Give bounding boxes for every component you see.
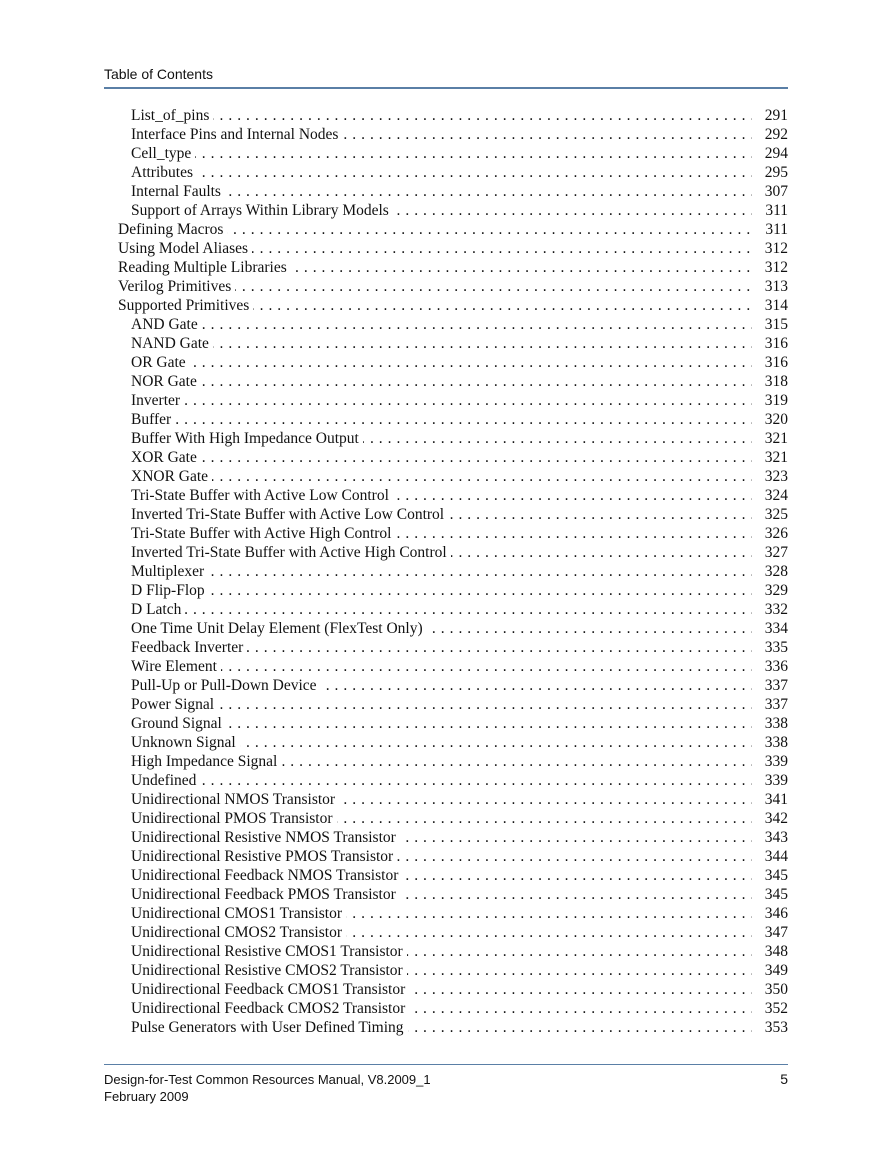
toc-entry-title: Unidirectional Feedback CMOS1 Transistor [131, 981, 409, 998]
toc-entry-page: 316 [752, 334, 788, 353]
toc-entry-page: 328 [752, 562, 788, 581]
toc-entry-leader [118, 296, 752, 315]
toc-entry-leader [131, 1018, 752, 1037]
page-header [104, 65, 788, 89]
toc-entry-leader [131, 562, 752, 581]
toc-entry[interactable] [104, 638, 788, 657]
toc-entry-title: Multiplexer [131, 563, 208, 580]
toc-entry-leader [131, 448, 752, 467]
toc-entry[interactable] [104, 106, 788, 125]
toc-entry-leader [131, 581, 752, 600]
toc-entry-title: Unidirectional Resistive PMOS Transistor [131, 848, 397, 865]
toc-entry-page: 319 [752, 391, 788, 410]
toc-entry[interactable] [104, 866, 788, 885]
toc-entry-leader [131, 144, 752, 163]
footer-page-number: 5 [780, 1071, 788, 1087]
toc-entry-page: 329 [752, 581, 788, 600]
toc-entry-leader [131, 106, 752, 125]
toc-entry-leader [131, 410, 752, 429]
toc-entry-page: 343 [752, 828, 788, 847]
toc-entry-title: Reading Multiple Libraries [118, 259, 291, 276]
toc-entry-title: Inverted Tri-State Buffer with Active Low Control [131, 506, 448, 523]
toc-entry-page: 327 [752, 543, 788, 562]
toc-entry[interactable] [104, 714, 788, 733]
toc-entry-title: Unidirectional CMOS2 Transistor [131, 924, 346, 941]
toc-entry[interactable] [104, 315, 788, 334]
toc-entry-page: 313 [752, 277, 788, 296]
toc-entry[interactable] [104, 372, 788, 391]
toc-entry[interactable] [104, 486, 788, 505]
toc-entry-title: Cell_type [131, 145, 195, 162]
toc-entry-title: Defining Macros [118, 221, 227, 238]
toc-entry-leader [118, 258, 752, 277]
header-title: Table of Contents [104, 66, 213, 82]
toc-entry[interactable] [104, 410, 788, 429]
toc-entry-page: 324 [752, 486, 788, 505]
toc-entry[interactable] [104, 505, 788, 524]
toc-entry-title: XOR Gate [131, 449, 201, 466]
toc-entry-page: 348 [752, 942, 788, 961]
toc-entry-leader [131, 163, 752, 182]
toc-entry[interactable] [104, 676, 788, 695]
toc-entry-title: Unidirectional Feedback NMOS Transistor [131, 867, 402, 884]
toc-entry-leader [131, 942, 752, 961]
toc-entry[interactable] [104, 429, 788, 448]
toc-entry-title: Wire Element [131, 658, 221, 675]
toc-entry[interactable] [104, 619, 788, 638]
toc-entry-page: 337 [752, 676, 788, 695]
toc-entry[interactable] [104, 562, 788, 581]
toc-entry-page: 345 [752, 885, 788, 904]
toc-entry-leader [131, 771, 752, 790]
toc-entry-title: Buffer With High Impedance Output [131, 430, 363, 447]
toc-entry-leader [131, 657, 752, 676]
toc-entry-page: 314 [752, 296, 788, 315]
toc-entry-page: 316 [752, 353, 788, 372]
toc-entry-leader [131, 923, 752, 942]
footer-manual-title: Design-for-Test Common Resources Manual, V8.2009_1 [104, 1072, 431, 1087]
toc-entry-title: Inverter [131, 392, 184, 409]
toc-entry-title: High Impedance Signal [131, 753, 281, 770]
toc-entry[interactable] [104, 980, 788, 999]
toc-entry-page: 294 [752, 144, 788, 163]
toc-entry[interactable] [104, 885, 788, 904]
toc-entry-page: 337 [752, 695, 788, 714]
toc-entry-title: Undefined [131, 772, 200, 789]
toc-entry-leader [131, 638, 752, 657]
toc-entry[interactable] [104, 467, 788, 486]
toc-entry-leader [131, 809, 752, 828]
toc-entry[interactable] [104, 961, 788, 980]
toc-entry-page: 346 [752, 904, 788, 923]
toc-entry-page: 320 [752, 410, 788, 429]
toc-entry-page: 335 [752, 638, 788, 657]
toc-entry-title: Unidirectional PMOS Transistor [131, 810, 337, 827]
toc-entry-leader [131, 353, 752, 372]
toc-entry-title: Unidirectional Resistive NMOS Transistor [131, 829, 400, 846]
toc-entry-title: Unidirectional Resistive CMOS1 Transistor [131, 943, 407, 960]
toc-entry[interactable] [104, 163, 788, 182]
toc-entry[interactable] [104, 790, 788, 809]
toc-entry-title: Unidirectional Feedback PMOS Transistor [131, 886, 400, 903]
toc-entry-leader [131, 467, 752, 486]
toc-entry-page: 352 [752, 999, 788, 1018]
toc-entry-title: Pulse Generators with User Defined Timing [131, 1019, 408, 1036]
toc-entry-leader [118, 239, 752, 258]
toc-entry-page: 334 [752, 619, 788, 638]
toc-entry-title: Unidirectional CMOS1 Transistor [131, 905, 346, 922]
toc-entry[interactable] [104, 942, 788, 961]
toc-entry-page: 336 [752, 657, 788, 676]
toc-entry-page: 315 [752, 315, 788, 334]
toc-entry-page: 325 [752, 505, 788, 524]
toc-entry-leader [131, 543, 752, 562]
toc-entry-page: 345 [752, 866, 788, 885]
toc-entry-leader [131, 315, 752, 334]
toc-entry[interactable] [104, 220, 788, 239]
toc-entry[interactable] [104, 999, 788, 1018]
toc-entry-title: Internal Faults [131, 183, 225, 200]
toc-entry-title: Unidirectional Resistive CMOS2 Transistor [131, 962, 407, 979]
toc-entry-title: Pull-Up or Pull-Down Device [131, 677, 321, 694]
toc-entry-page: 339 [752, 752, 788, 771]
toc-entry-page: 338 [752, 733, 788, 752]
toc-entry-leader [131, 733, 752, 752]
toc-entry-title: Tri-State Buffer with Active Low Control [131, 487, 393, 504]
toc-entry-title: XNOR Gate [131, 468, 212, 485]
toc-entry-leader [131, 429, 752, 448]
toc-entry-leader [131, 125, 752, 144]
toc-entry[interactable] [104, 277, 788, 296]
toc-entry-page: 338 [752, 714, 788, 733]
toc-entry-title: Using Model Aliases [118, 240, 252, 257]
toc-entry[interactable] [104, 600, 788, 619]
toc-entry-leader [131, 505, 752, 524]
toc-entry[interactable] [104, 752, 788, 771]
toc-entry-title: Attributes [131, 164, 197, 181]
toc-entry[interactable] [104, 657, 788, 676]
toc-entry-page: 311 [752, 220, 788, 239]
toc-entry[interactable] [104, 771, 788, 790]
toc-entry[interactable] [104, 923, 788, 942]
toc-entry-page: 323 [752, 467, 788, 486]
page-footer [104, 1064, 788, 1105]
toc-entry-page: 344 [752, 847, 788, 866]
toc-entry-title: OR Gate [131, 354, 190, 371]
toc-entry-title: D Latch [131, 601, 185, 618]
toc-entry-title: Power Signal [131, 696, 218, 713]
toc-entry-title: Inverted Tri-State Buffer with Active High Control [131, 544, 451, 561]
toc-entry[interactable] [104, 258, 788, 277]
toc-entry-leader [131, 714, 752, 733]
toc-entry-leader [131, 391, 752, 410]
toc-entry-page: 341 [752, 790, 788, 809]
toc-entry-title: Verilog Primitives [118, 278, 235, 295]
toc-entry-title: Ground Signal [131, 715, 226, 732]
toc-entry[interactable] [104, 182, 788, 201]
toc-entry[interactable] [104, 391, 788, 410]
toc-entry-leader [131, 980, 752, 999]
toc-entry-page: 307 [752, 182, 788, 201]
toc-entry-page: 326 [752, 524, 788, 543]
toc-entry-page: 311 [752, 201, 788, 220]
toc-entry-page: 292 [752, 125, 788, 144]
toc-entry[interactable] [104, 733, 788, 752]
toc-entry-page: 342 [752, 809, 788, 828]
toc-entry-page: 318 [752, 372, 788, 391]
toc-entry-title: Unknown Signal [131, 734, 240, 751]
toc-entry-leader [131, 486, 752, 505]
toc-entry-title: Unidirectional NMOS Transistor [131, 791, 339, 808]
toc-entry-title: NOR Gate [131, 373, 201, 390]
toc-entry-title: Support of Arrays Within Library Models [131, 202, 393, 219]
toc-entry-leader [131, 524, 752, 543]
toc-entry[interactable] [104, 524, 788, 543]
toc-entry-page: 332 [752, 600, 788, 619]
toc-entry-page: 312 [752, 258, 788, 277]
toc-entry[interactable] [104, 904, 788, 923]
footer-date: February 2009 [104, 1089, 189, 1104]
toc-entry-leader [131, 182, 752, 201]
toc-entry[interactable] [104, 847, 788, 866]
toc-entry-title: Supported Primitives [118, 297, 253, 314]
toc-entry[interactable] [104, 695, 788, 714]
toc-entry-page: 321 [752, 429, 788, 448]
toc-entry-page: 339 [752, 771, 788, 790]
toc-entry[interactable] [104, 334, 788, 353]
toc-entry-leader [131, 695, 752, 714]
toc-entry[interactable] [104, 809, 788, 828]
toc-entry-page: 347 [752, 923, 788, 942]
toc-entry-leader [131, 600, 752, 619]
toc-entry-leader [118, 277, 752, 296]
toc-entry-page: 291 [752, 106, 788, 125]
toc-entry-leader [131, 847, 752, 866]
toc-entry-title: Buffer [131, 411, 175, 428]
toc-entry-leader [131, 885, 752, 904]
toc-entry-page: 349 [752, 961, 788, 980]
toc-entry-leader [131, 372, 752, 391]
toc-entry-page: 353 [752, 1018, 788, 1037]
toc-entry-title: Tri-State Buffer with Active High Control [131, 525, 395, 542]
toc-entry[interactable] [104, 125, 788, 144]
toc-entry[interactable] [104, 581, 788, 600]
toc-entry-title: D Flip-Flop [131, 582, 209, 599]
toc-entry[interactable] [104, 543, 788, 562]
toc-entry-page: 350 [752, 980, 788, 999]
toc-entry[interactable] [104, 1018, 788, 1037]
toc-entry-title: AND Gate [131, 316, 202, 333]
toc-entry-leader [131, 790, 752, 809]
toc-entry-title: List_of_pins [131, 107, 213, 124]
toc-entry-page: 321 [752, 448, 788, 467]
toc-entry-leader [131, 904, 752, 923]
toc-entry-title: Interface Pins and Internal Nodes [131, 126, 342, 143]
toc-entry[interactable] [104, 296, 788, 315]
toc-entry-page: 295 [752, 163, 788, 182]
toc-entry-page: 312 [752, 239, 788, 258]
toc-entry-leader [131, 866, 752, 885]
toc-entry-title: NAND Gate [131, 335, 213, 352]
toc-entry-leader [131, 676, 752, 695]
toc-entry-title: Feedback Inverter [131, 639, 247, 656]
toc-entry[interactable] [104, 828, 788, 847]
toc-entry-leader [131, 961, 752, 980]
toc-entry-title: One Time Unit Delay Element (FlexTest Only) [131, 620, 427, 637]
toc-entry-leader [131, 752, 752, 771]
table-of-contents [104, 106, 788, 1037]
toc-entry[interactable] [104, 144, 788, 163]
toc-entry-leader [131, 999, 752, 1018]
toc-entry-leader [118, 220, 752, 239]
toc-entry[interactable] [104, 353, 788, 372]
toc-entry-leader [131, 619, 752, 638]
toc-entry-title: Unidirectional Feedback CMOS2 Transistor [131, 1000, 409, 1017]
toc-entry[interactable] [104, 201, 788, 220]
toc-entry-leader [131, 828, 752, 847]
toc-entry[interactable] [104, 239, 788, 258]
toc-entry-leader [131, 334, 752, 353]
toc-entry[interactable] [104, 448, 788, 467]
toc-entry-leader [131, 201, 752, 220]
